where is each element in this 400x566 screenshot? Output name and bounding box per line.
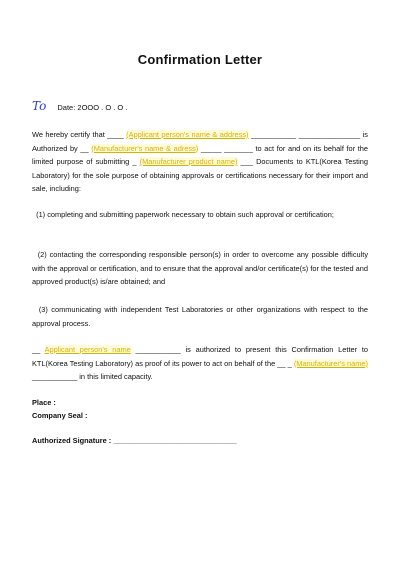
place-label: Place :: [32, 398, 56, 407]
list-item-3-text: (3) communicating with independent Test Laboratories or other organizations with respect to the approval process.: [32, 305, 368, 328]
to-date-line: [32, 99, 127, 113]
list-item-1-text: (1) completing and submitting paperwork necessary to obtain such approval or certification;: [36, 210, 334, 219]
blank-line: ____: [107, 130, 124, 139]
blank-line: ___: [240, 157, 253, 166]
blank-line: ___________: [135, 345, 181, 354]
manufacturer-name-field[interactable]: (Manufacturer's name): [293, 358, 368, 368]
blank-line: _: [132, 157, 137, 166]
date-text: Date: 2OOO . O . O .: [57, 103, 128, 112]
list-item-2: [32, 248, 368, 289]
list-item-2-text: (2) contacting the corresponding responsible person(s) in order to overcome any possible difficulty with the approval or certification, and to ensure that the approval and/or certificate(s) for the tested and approved product(s) is/are obtained; and: [32, 250, 369, 286]
blank-line: _______________: [298, 130, 361, 139]
signature-label: Authorized Signature :: [32, 436, 112, 445]
blank-line: ___________: [32, 372, 78, 381]
blank-line: _____: [200, 143, 222, 153]
to-label: To: [32, 99, 47, 113]
authorization-paragraph: [32, 343, 368, 384]
blank-line: __: [277, 358, 286, 368]
present-letter-text: is authorized to present this Confirmation Letter to KTL(Korea Testing Laboratory) as proof of its power to act on behalf of the: [32, 345, 369, 368]
applicant-name-field[interactable]: Applicant person's name: [44, 345, 131, 354]
certify-paragraph: [32, 128, 368, 196]
documents-purpose-text: Documents to KTL(Korea Testing Laboratory) for the sole purpose of obtaining approvals or certifications necessary for their import and sale, including:: [32, 157, 368, 193]
company-seal-label: Company Seal :: [32, 411, 88, 420]
list-item-3: [32, 303, 368, 330]
manufacturer-product-field[interactable]: (Manufacturer product name): [139, 157, 238, 166]
act-on-behalf-text: to act for and on its behalf for the limited purpose of submitting: [32, 143, 368, 166]
applicant-name-address-field[interactable]: (Applicant person's name & address): [126, 130, 249, 139]
blank-line: _: [287, 358, 292, 368]
signature-line: [32, 436, 237, 445]
limited-capacity-text: in this limited capacity.: [79, 372, 153, 381]
blank-line: _______: [224, 143, 253, 153]
blank-line: __: [80, 143, 89, 153]
page-title: Confirmation Letter: [137, 52, 263, 67]
certify-intro: We hereby certify that: [32, 130, 108, 139]
authorized-by-text: is Authorized by: [32, 130, 368, 153]
manufacturer-name-address-field[interactable]: (Manufacturer's name & adress): [91, 143, 199, 153]
blank-line: ___________: [250, 130, 297, 139]
place-seal-block: [32, 396, 87, 422]
signature-blank[interactable]: ______________________________: [113, 436, 237, 445]
blank-line: __: [32, 345, 41, 354]
list-item-1: [32, 208, 368, 222]
